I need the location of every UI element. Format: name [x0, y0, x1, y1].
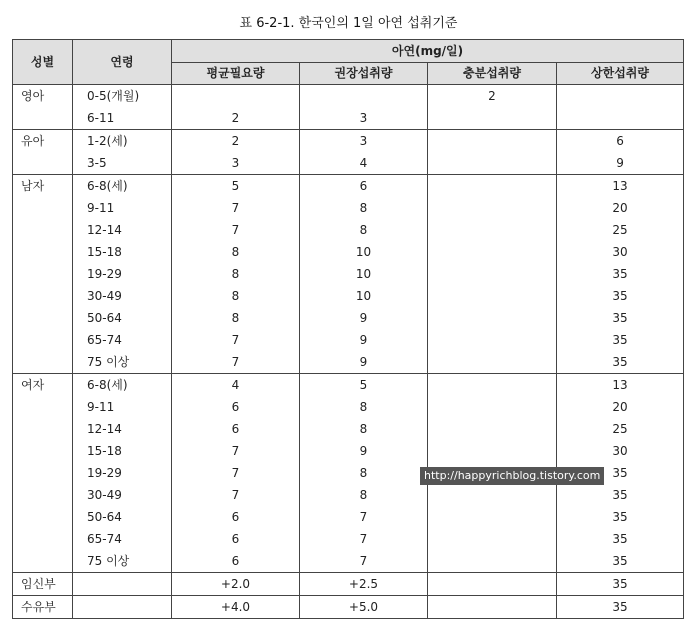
cell-ai	[428, 107, 557, 130]
cell-rni: 4	[300, 152, 428, 175]
cell-ear	[172, 85, 300, 108]
cell-ul: 9	[557, 152, 684, 175]
cell-sex: 남자	[13, 175, 73, 198]
cell-ai	[428, 506, 557, 528]
table-row	[13, 418, 684, 440]
zinc-intake-table	[12, 39, 684, 619]
cell-ul	[557, 107, 684, 130]
cell-age: 9-11	[73, 396, 172, 418]
cell-sex	[13, 440, 73, 462]
cell-rni: 10	[300, 263, 428, 285]
cell-rni: 8	[300, 484, 428, 506]
table-row	[13, 307, 684, 329]
table-row	[13, 351, 684, 374]
cell-ul: 35	[557, 351, 684, 374]
cell-sex	[13, 307, 73, 329]
cell-ear: 8	[172, 285, 300, 307]
header-rni: 권장섭취량	[300, 63, 428, 85]
table-body	[13, 85, 684, 619]
cell-rni: 9	[300, 307, 428, 329]
cell-ul	[557, 85, 684, 108]
cell-rni: 3	[300, 107, 428, 130]
cell-ul: 30	[557, 241, 684, 263]
table-row	[13, 329, 684, 351]
cell-sex: 유아	[13, 130, 73, 153]
cell-ear: +4.0	[172, 596, 300, 619]
cell-age: 30-49	[73, 285, 172, 307]
cell-sex	[13, 285, 73, 307]
cell-rni: 10	[300, 285, 428, 307]
cell-ear: 7	[172, 462, 300, 484]
table-row	[13, 241, 684, 263]
cell-ai	[428, 484, 557, 506]
cell-ul: 35	[557, 596, 684, 619]
cell-ai	[428, 219, 557, 241]
cell-sex	[13, 418, 73, 440]
cell-ear: 7	[172, 219, 300, 241]
header-age: 연령	[73, 40, 172, 85]
cell-ear: 7	[172, 440, 300, 462]
cell-sex: 여자	[13, 374, 73, 397]
cell-ear: 5	[172, 175, 300, 198]
cell-ai	[428, 374, 557, 397]
cell-ul: 35	[557, 285, 684, 307]
header-ai: 충분섭취량	[428, 63, 557, 85]
cell-sex	[13, 550, 73, 573]
table-row	[13, 374, 684, 397]
cell-ear: 3	[172, 152, 300, 175]
cell-sex	[13, 263, 73, 285]
cell-rni: 7	[300, 506, 428, 528]
cell-rni: 7	[300, 550, 428, 573]
cell-rni: 8	[300, 219, 428, 241]
cell-ear: 6	[172, 506, 300, 528]
table-row	[13, 130, 684, 153]
cell-ul: 35	[557, 506, 684, 528]
cell-age: 19-29	[73, 263, 172, 285]
cell-rni	[300, 85, 428, 108]
cell-ul: 25	[557, 219, 684, 241]
cell-age: 12-14	[73, 418, 172, 440]
cell-ear: 6	[172, 418, 300, 440]
table-title: 표 6-2-1. 한국인의 1일 아연 섭취기준	[239, 16, 458, 31]
cell-ul: 20	[557, 396, 684, 418]
cell-ul: 35	[557, 528, 684, 550]
cell-ear: 7	[172, 484, 300, 506]
cell-rni: 10	[300, 241, 428, 263]
cell-ul: 35	[557, 484, 684, 506]
cell-ai	[428, 285, 557, 307]
table-row	[13, 550, 684, 573]
cell-age: 1-2(세)	[73, 130, 172, 153]
cell-rni: +5.0	[300, 596, 428, 619]
table-row	[13, 219, 684, 241]
table-row	[13, 440, 684, 462]
cell-ai	[428, 351, 557, 374]
table-row	[13, 573, 684, 596]
cell-age: 30-49	[73, 484, 172, 506]
cell-age: 3-5	[73, 152, 172, 175]
table-row	[13, 528, 684, 550]
cell-rni: 8	[300, 418, 428, 440]
cell-ai: 2	[428, 85, 557, 108]
cell-ai	[428, 440, 557, 462]
cell-ear: 7	[172, 197, 300, 219]
cell-ear: 7	[172, 329, 300, 351]
cell-ul: 35	[557, 550, 684, 573]
cell-ear: +2.0	[172, 573, 300, 596]
cell-age: 0-5(개월)	[73, 85, 172, 108]
cell-age: 6-8(세)	[73, 175, 172, 198]
cell-ul: 35	[557, 263, 684, 285]
watermark: http://happyrichblog.tistory.com	[420, 467, 604, 485]
cell-ear: 6	[172, 528, 300, 550]
cell-ear: 2	[172, 130, 300, 153]
header-ear: 평균필요량	[172, 63, 300, 85]
cell-rni: 8	[300, 462, 428, 484]
cell-age: 6-8(세)	[73, 374, 172, 397]
cell-ai	[428, 263, 557, 285]
cell-ear: 8	[172, 241, 300, 263]
cell-sex	[13, 351, 73, 374]
cell-sex	[13, 107, 73, 130]
cell-sex: 영아	[13, 85, 73, 108]
cell-sex	[13, 484, 73, 506]
cell-ul: 35	[557, 307, 684, 329]
cell-rni: 8	[300, 396, 428, 418]
cell-sex	[13, 219, 73, 241]
cell-age: 6-11	[73, 107, 172, 130]
cell-ai	[428, 307, 557, 329]
cell-rni: 8	[300, 197, 428, 219]
header-ul: 상한섭취량	[557, 63, 684, 85]
cell-age: 65-74	[73, 528, 172, 550]
table-row	[13, 107, 684, 130]
cell-ul: 6	[557, 130, 684, 153]
table-row	[13, 263, 684, 285]
cell-ai	[428, 197, 557, 219]
cell-ai	[428, 329, 557, 351]
cell-age: 50-64	[73, 506, 172, 528]
table-row	[13, 152, 684, 175]
cell-ear: 6	[172, 396, 300, 418]
cell-ul: 35	[557, 573, 684, 596]
cell-age: 15-18	[73, 241, 172, 263]
cell-ear: 7	[172, 351, 300, 374]
cell-sex	[13, 396, 73, 418]
cell-age	[73, 573, 172, 596]
cell-ul: 13	[557, 374, 684, 397]
cell-rni: 7	[300, 528, 428, 550]
cell-rni: 9	[300, 329, 428, 351]
cell-sex	[13, 462, 73, 484]
cell-age: 15-18	[73, 440, 172, 462]
cell-age: 65-74	[73, 329, 172, 351]
table-row	[13, 197, 684, 219]
cell-sex: 임신부	[13, 573, 73, 596]
cell-ul: 35	[557, 329, 684, 351]
cell-ear: 6	[172, 550, 300, 573]
table-row	[13, 596, 684, 619]
cell-rni: +2.5	[300, 573, 428, 596]
cell-age: 19-29	[73, 462, 172, 484]
cell-ai	[428, 396, 557, 418]
cell-sex	[13, 528, 73, 550]
cell-sex	[13, 506, 73, 528]
cell-ear: 2	[172, 107, 300, 130]
cell-ai	[428, 152, 557, 175]
cell-rni: 9	[300, 440, 428, 462]
cell-sex	[13, 152, 73, 175]
cell-rni: 3	[300, 130, 428, 153]
cell-ai	[428, 241, 557, 263]
cell-age: 12-14	[73, 219, 172, 241]
cell-ul: 30	[557, 440, 684, 462]
cell-ai	[428, 573, 557, 596]
cell-age	[73, 596, 172, 619]
table-row	[13, 175, 684, 198]
table-row	[13, 484, 684, 506]
cell-sex: 수유부	[13, 596, 73, 619]
cell-sex	[13, 241, 73, 263]
cell-age: 75 이상	[73, 550, 172, 573]
table-row	[13, 285, 684, 307]
cell-ul: 13	[557, 175, 684, 198]
cell-ai	[428, 418, 557, 440]
cell-age: 9-11	[73, 197, 172, 219]
header-zinc-group: 아연(mg/일)	[172, 40, 684, 63]
header-sex: 성별	[13, 40, 73, 85]
cell-rni: 9	[300, 351, 428, 374]
cell-rni: 5	[300, 374, 428, 397]
cell-ai	[428, 550, 557, 573]
cell-sex	[13, 197, 73, 219]
table-row	[13, 506, 684, 528]
table-row	[13, 85, 684, 108]
cell-rni: 6	[300, 175, 428, 198]
table-row	[13, 396, 684, 418]
cell-age: 50-64	[73, 307, 172, 329]
cell-ai	[428, 596, 557, 619]
cell-ear: 8	[172, 307, 300, 329]
cell-ai	[428, 528, 557, 550]
cell-ai	[428, 130, 557, 153]
cell-ear: 4	[172, 374, 300, 397]
cell-age: 75 이상	[73, 351, 172, 374]
cell-ear: 8	[172, 263, 300, 285]
cell-ul: 25	[557, 418, 684, 440]
cell-sex	[13, 329, 73, 351]
cell-ai	[428, 175, 557, 198]
cell-ul: 20	[557, 197, 684, 219]
cell-ul: 35	[557, 462, 684, 484]
